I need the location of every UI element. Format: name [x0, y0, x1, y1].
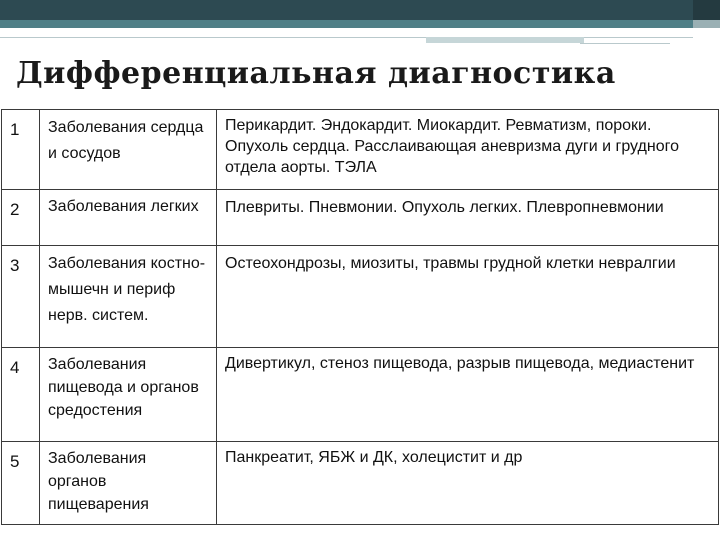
table-row — [2, 246, 719, 348]
differential-diagnosis-table — [1, 109, 719, 525]
header-bar-grey — [693, 20, 720, 28]
table-row — [2, 348, 719, 442]
table-row — [2, 442, 719, 525]
conditions-list: Дивертикул, стеноз пищевода, разрыв пищевода, медиастенит — [217, 348, 719, 442]
row-number: 5 — [2, 442, 40, 525]
conditions-list: Остеохондрозы, миозиты, травмы грудной клетки невралгии — [217, 246, 719, 348]
slide-title: Дифференциальная диагностика — [16, 56, 616, 91]
row-number: 2 — [2, 190, 40, 246]
row-number: 4 — [2, 348, 40, 442]
header-bar-dark — [0, 0, 693, 20]
decorative-rule-short — [580, 43, 670, 44]
decorative-rule — [0, 37, 693, 38]
disease-group: Заболевания органов пищеварения — [40, 442, 217, 525]
header-bar-corner — [693, 0, 720, 20]
row-number: 1 — [2, 110, 40, 190]
disease-group: Заболевания пищевода и органов средостения — [40, 348, 217, 442]
table-row — [2, 110, 719, 190]
disease-group: Заболевания сердца и сосудов — [40, 110, 217, 190]
disease-group: Заболевания костно-мышечн и периф нерв. систем. — [40, 246, 217, 348]
table-row — [2, 190, 719, 246]
conditions-list: Панкреатит, ЯБЖ и ДК, холецистит и др — [217, 442, 719, 525]
header-bar-teal — [0, 20, 693, 28]
conditions-list: Плевриты. Пневмонии. Опухоль легких. Плевропневмонии — [217, 190, 719, 246]
conditions-list: Перикардит. Эндокардит. Миокардит. Ревматизм, пороки. Опухоль сердца. Расслаивающая аневризма дуги и грудного отдела аорты. ТЭЛА — [217, 110, 719, 190]
row-number: 3 — [2, 246, 40, 348]
disease-group: Заболевания легких — [40, 190, 217, 246]
decorative-block — [426, 37, 584, 43]
